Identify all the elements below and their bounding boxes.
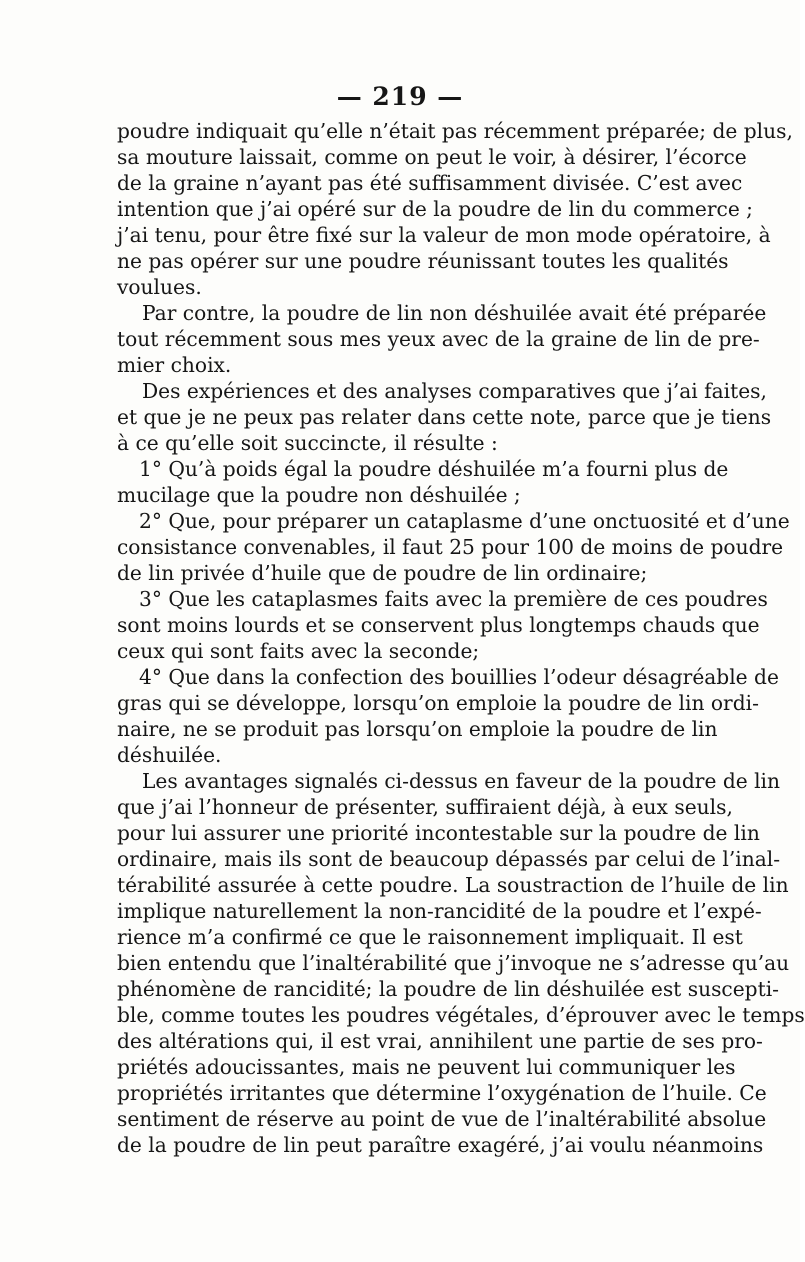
text-line: des altérations qui, il est vrai, annihilent une partie de ses pro- — [117, 1029, 763, 1053]
text-line: pour lui assurer une priorité incontestable sur la poudre de lin — [117, 821, 760, 845]
text-line: que j’ai l’honneur de présenter, suffiraient déjà, à eux seuls, — [117, 795, 733, 819]
text-line: à ce qu’elle soit succincte, il résulte : — [117, 431, 498, 455]
text-line: Des expériences et des analyses comparatives que j’ai faites, — [142, 379, 767, 403]
text-line: de la poudre de lin peut paraître exagéré, j’ai voulu néanmoins — [117, 1133, 764, 1157]
text-line: intention que j’ai opéré sur de la poudre de lin du commerce ; — [117, 197, 753, 221]
text-line: térabilité assurée à cette poudre. La soustraction de l’huile de lin — [117, 873, 789, 897]
body-text — [117, 118, 805, 1158]
text-line: ble, comme toutes les poudres végétales, d’éprouver avec le temps — [117, 1003, 805, 1027]
text-line: 2° Que, pour préparer un cataplasme d’une onctuosité et d’une — [139, 509, 790, 533]
text-line: tout récemment sous mes yeux avec de la graine de lin de pre- — [117, 327, 760, 351]
text-line: de la graine n’ayant pas été suffisamment divisée. C’est avec — [117, 171, 743, 195]
text-line: voulues. — [117, 275, 202, 299]
text-line: bien entendu que l’inaltérabilité que j’invoque ne s’adresse qu’au — [117, 951, 790, 975]
text-line: Par contre, la poudre de lin non déshuilée avait été préparée — [142, 301, 767, 325]
text-line: poudre indiquait qu’elle n’était pas récemment préparée; de plus, — [117, 119, 793, 143]
text-line: gras qui se développe, lorsqu’on emploie la poudre de lin ordi- — [117, 691, 759, 715]
text-line: naire, ne se produit pas lorsqu’on emploie la poudre de lin — [117, 717, 718, 741]
text-line: ordinaire, mais ils sont de beaucoup dépassés par celui de l’inal- — [117, 847, 781, 871]
text-line: 4° Que dans la confection des bouillies l’odeur désagréable de — [139, 665, 779, 689]
text-line: mier choix. — [117, 353, 232, 377]
text-line: ceux qui sont faits avec la seconde; — [117, 639, 480, 663]
text-line: déshuilée. — [117, 743, 222, 767]
text-line: priétés adoucissantes, mais ne peuvent lui communiquer les — [117, 1055, 736, 1079]
text-line: de lin privée d’huile que de poudre de lin ordinaire; — [117, 561, 648, 585]
text-line: et que je ne peux pas relater dans cette note, parce que je tiens — [117, 405, 772, 429]
text-line: sentiment de réserve au point de vue de l’inaltérabilité absolue — [117, 1107, 767, 1131]
text-line: sa mouture laissait, comme on peut le voir, à désirer, l’écorce — [117, 145, 747, 169]
text-line: implique naturellement la non-rancidité de la poudre et l’expé- — [117, 899, 762, 923]
text-line: Les avantages signalés ci-dessus en faveur de la poudre de lin — [142, 769, 781, 793]
text-line: consistance convenables, il faut 25 pour 100 de moins de poudre — [117, 535, 784, 559]
text-line: 1° Qu’à poids égal la poudre déshuilée m’a fourni plus de — [139, 457, 729, 481]
text-line: ne pas opérer sur une poudre réunissant toutes les qualités — [117, 249, 729, 273]
text-line: propriétés irritantes que détermine l’oxygénation de l’huile. Ce — [117, 1081, 767, 1105]
text-line: mucilage que la poudre non déshuilée ; — [117, 483, 521, 507]
text-line: j’ai tenu, pour être fixé sur la valeur de mon mode opératoire, à — [117, 223, 771, 247]
text-line: phénomène de rancidité; la poudre de lin déshuilée est suscepti- — [117, 977, 779, 1001]
page-number: — 219 — — [336, 82, 464, 111]
text-line: 3° Que les cataplasmes faits avec la première de ces poudres — [139, 587, 768, 611]
text-line: sont moins lourds et se conservent plus longtemps chauds que — [117, 613, 760, 637]
text-line: rience m’a confirmé ce que le raisonnement impliquait. Il est — [117, 925, 743, 949]
